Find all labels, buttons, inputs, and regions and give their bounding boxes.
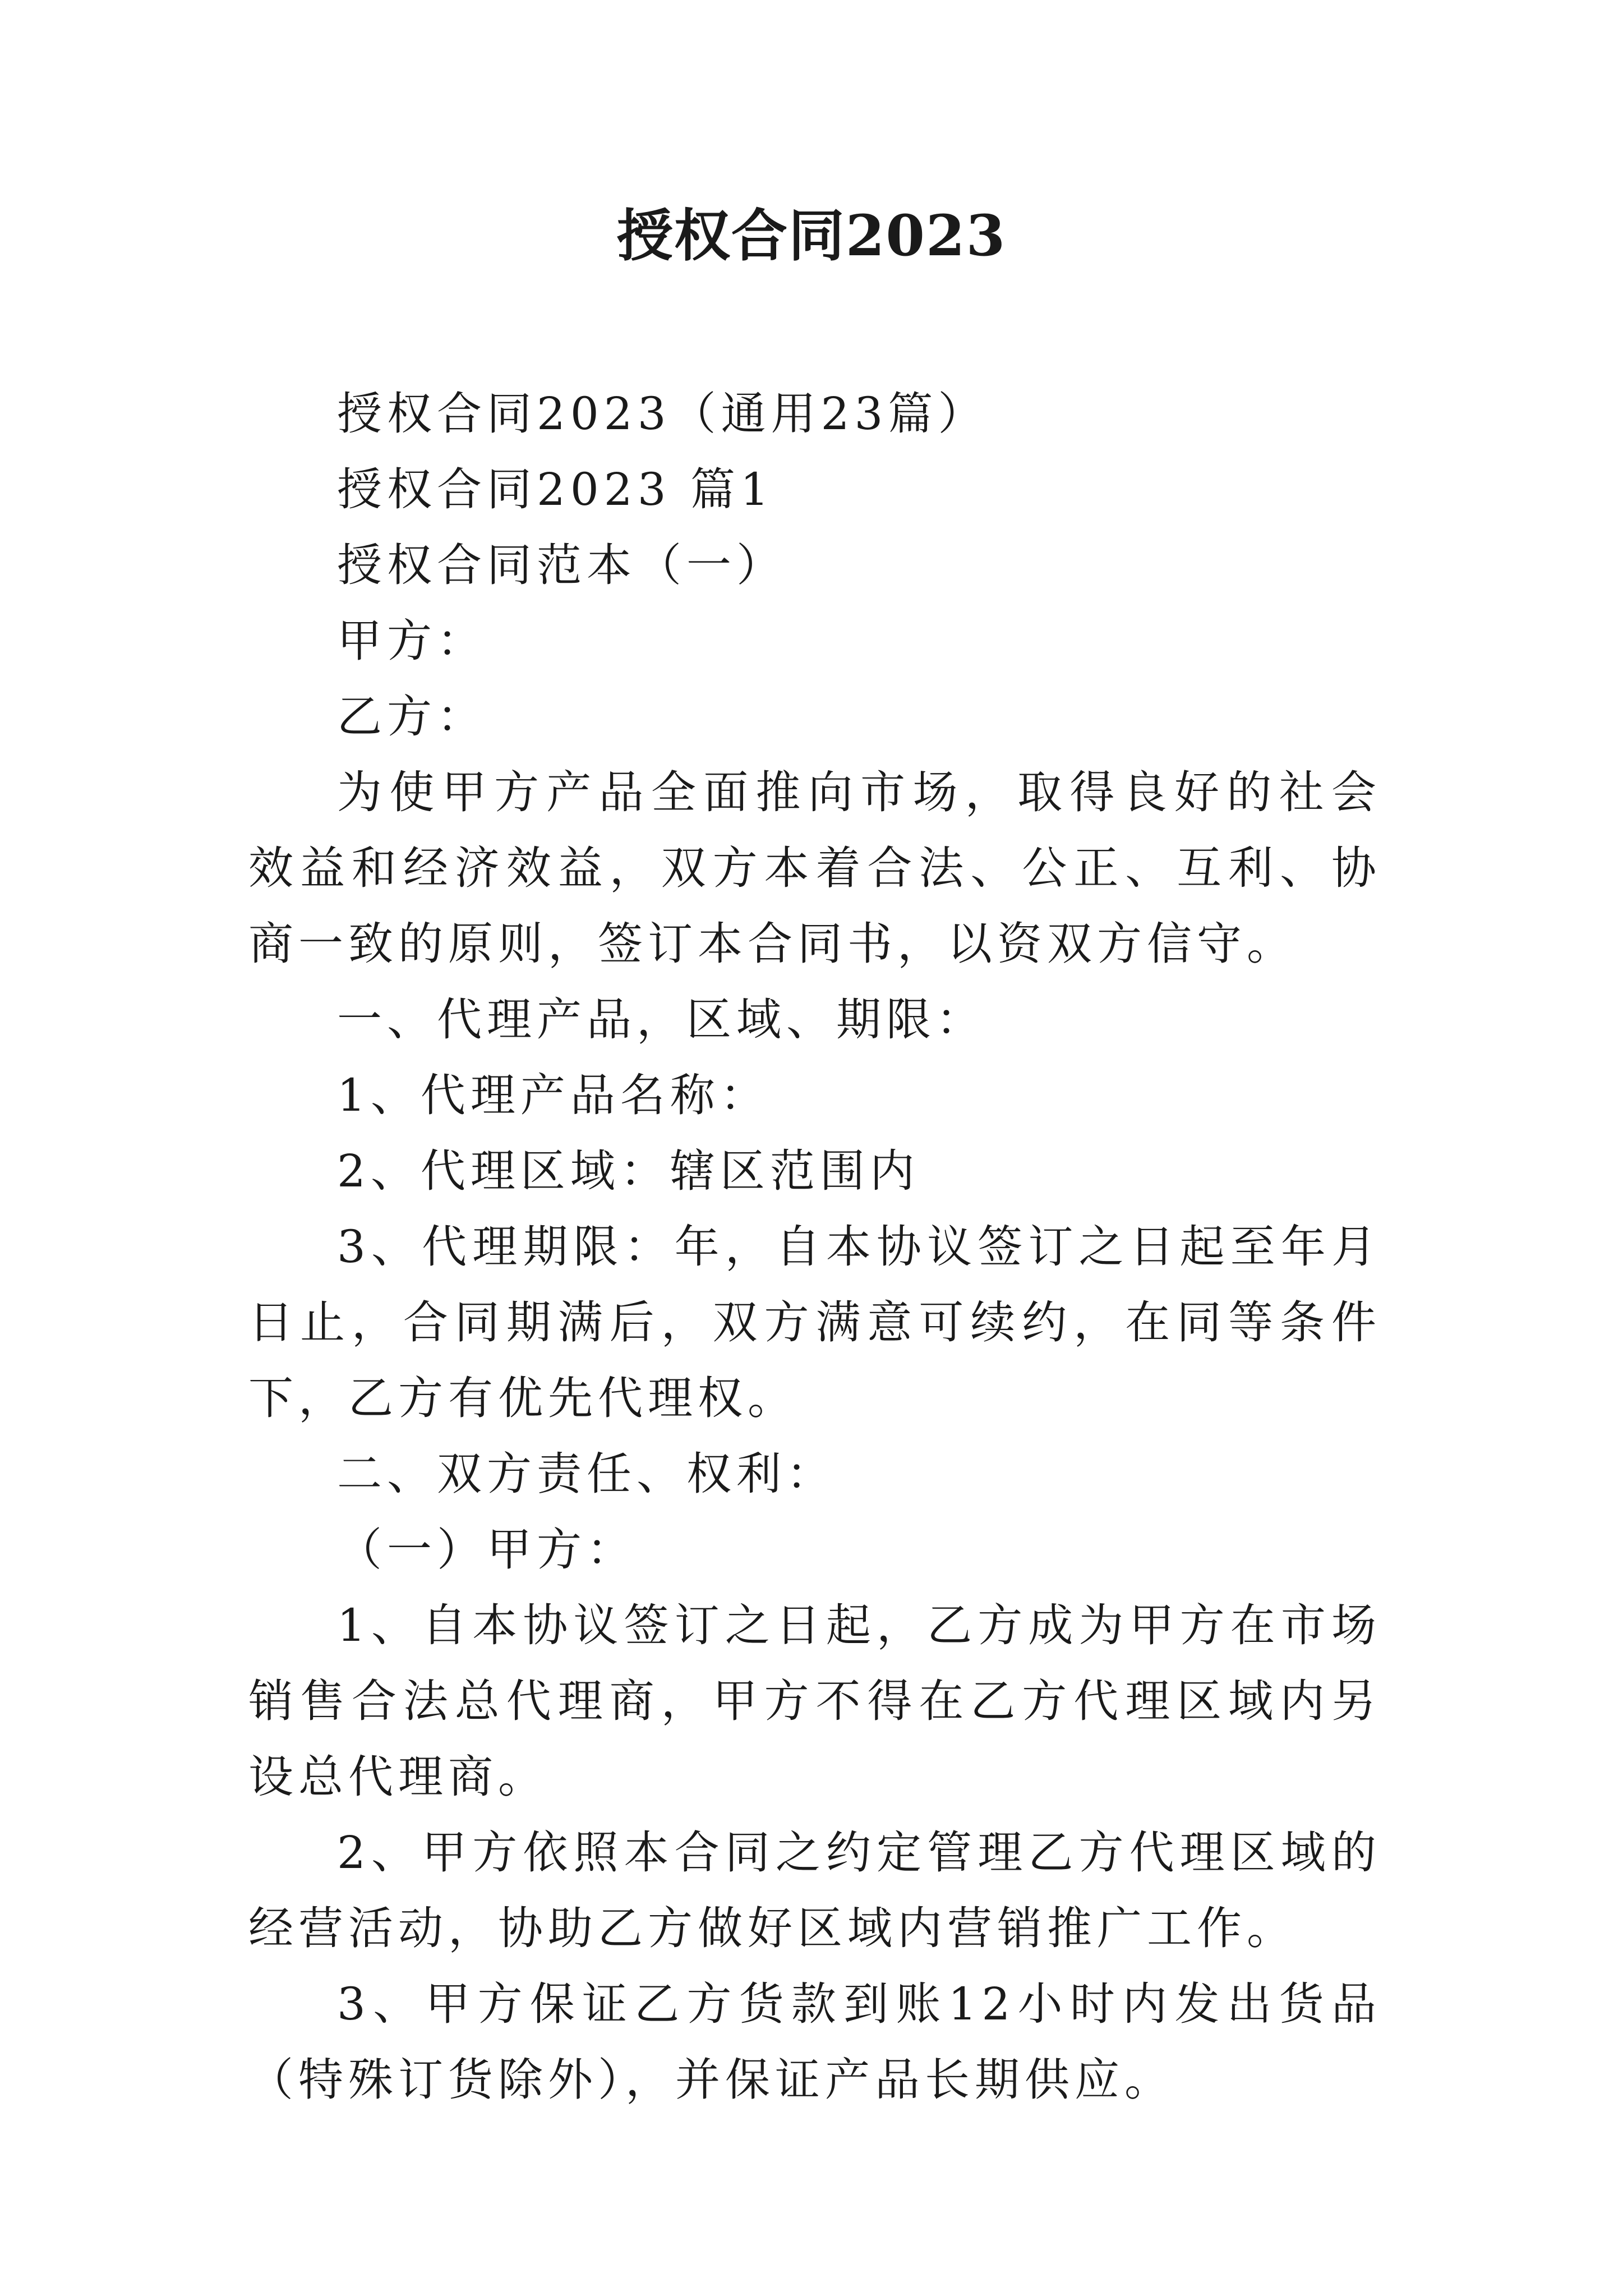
paragraph-section-heading: 授权合同2023 篇1 xyxy=(337,463,774,516)
paragraph-subtitle: 授权合同2023（通用23篇） xyxy=(337,388,988,440)
paragraph-clause-2-a-1: 1、自本协议签订之日起，乙方成为甲方在市场销售合法总代理商，甲方不得在乙方代理区域内另设总代理商。 xyxy=(248,1599,1381,1803)
paragraph-clause-1-3: 3、代理期限：年，自本协议签订之日起至年月日止，合同期满后，双方满意可续约，在同等条件下，乙方有优先代理权。 xyxy=(248,1221,1381,1424)
paragraph-clause-1-1: 1、代理产品名称： xyxy=(337,1069,770,1121)
paragraph-template-title: 授权合同范本（一） xyxy=(337,539,786,591)
document-title: 授权合同2023 xyxy=(616,203,1007,269)
paragraph-clause-1-2: 2、代理区域：辖区范围内 xyxy=(337,1145,920,1197)
paragraph-clause-2-a-3: 3、甲方保证乙方货款到账12小时内发出货品（特殊订货除外），并保证产品长期供应。 xyxy=(248,1978,1381,2106)
paragraph-clause-1-heading: 一、代理产品，区域、期限： xyxy=(337,993,986,1046)
paragraph-clause-2-party-a: （一）甲方： xyxy=(337,1524,637,1576)
paragraph-preamble: 为使甲方产品全面推向市场，取得良好的社会效益和经济效益，双方本着合法、公正、互利、协商一致的原则，签订本合同书，以资双方信守。 xyxy=(248,766,1381,970)
paragraph-party-a: 甲方： xyxy=(337,615,487,667)
document-body xyxy=(248,376,1381,2118)
paragraph-clause-2-a-2: 2、甲方依照本合同之约定管理乙方代理区域的经营活动，协助乙方做好区域内营销推广工作。 xyxy=(248,1826,1381,1954)
paragraph-party-b: 乙方： xyxy=(337,691,487,743)
paragraph-clause-2-heading: 二、双方责任、权利： xyxy=(337,1448,836,1500)
